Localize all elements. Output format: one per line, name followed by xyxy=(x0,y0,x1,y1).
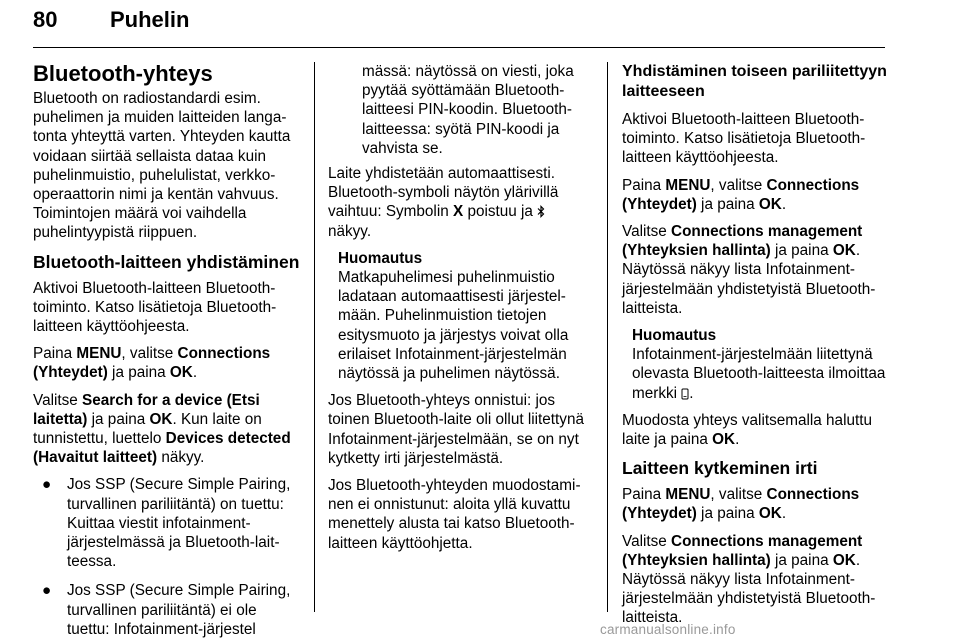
subsection-heading: Bluetooth-laitteen yhdistäminen xyxy=(33,251,300,272)
x-symbol: X xyxy=(453,203,464,221)
column-3 xyxy=(622,62,890,636)
page-number: 80 xyxy=(33,7,58,32)
paragraph: Paina MENU, valitse Connections (Yhteydet) ja paina OK. xyxy=(622,176,860,213)
menu-option: Connections (Yhteydet) xyxy=(622,176,860,213)
menu-option: Connections (Yhteydet) xyxy=(622,486,860,523)
paragraph: Aktivoi Bluetooth-laitteen Bluetooth-toiminto. Katso lisätietoja Bluetooth-laitteen käyttöohjeesta. xyxy=(622,111,866,167)
ok-key: OK xyxy=(169,364,193,382)
menu-option: Connections (Yhteydet) xyxy=(33,345,271,382)
paragraph: Jos Bluetooth-yhteys onnistui: jos toinen Bluetooth-laite oli ollut liitettynä Infotainment-järjestelmään, se on nyt kytketty irti järjestelmästä. xyxy=(328,392,584,467)
bullet-list xyxy=(33,475,301,639)
paragraph: Aktivoi Bluetooth-laitteen Bluetooth-toiminto. Katso lisätietoja Bluetooth-laitteen käyttöohjeesta. xyxy=(33,279,277,336)
column-divider xyxy=(314,62,315,612)
menu-key: MENU xyxy=(76,345,122,363)
paragraph: Paina MENU, valitse Connections (Yhteydet) ja paina OK. xyxy=(33,345,271,382)
ok-key: OK xyxy=(758,195,782,213)
ok-key: OK xyxy=(758,505,782,523)
ok-key: OK xyxy=(149,410,173,428)
menu-option: Devices detected (Havaitut laitteet) xyxy=(33,430,291,467)
paragraph: Valitse Search for a device (Etsi laitetta) ja paina OK. Kun laite on tunnistettu, luettelo Devices detected (Havaitut laitteet) näkyy. xyxy=(33,391,291,467)
intro-paragraph: Bluetooth on radiostandardi esim. puhelimen ja muiden laitteiden langatonta yhteyttä varten. Yhteyden kautta voidaan siirtää sellaista dataa kuin puhelinmuistio, puhelulistat, verkko-operaattorin nimi ja kentän vahvuus. Toimintojen määrä voi vaihdella puhelintyypistä riippuen. xyxy=(33,90,291,242)
column-1 xyxy=(33,62,301,639)
menu-option: Search for a device (Etsi laitetta) xyxy=(33,391,260,428)
section-heading: Yhdistäminen toiseen pariliitettyyn laitteeseen xyxy=(622,63,887,100)
column-divider xyxy=(607,62,608,612)
page-header xyxy=(33,3,885,48)
list-item: ● Jos SSP (Secure Simple Pairing, turvallinen pariliitäntä) on tuettu: Kuittaa viestit infotainment-järjestelmässä ja Bluetooth-laitteessa. xyxy=(42,476,291,571)
note-text: Matkapuhelimesi puhelinmuistio ladataan automaattisesti järjestelmään. Puhelinmuistion tietojen esitysmuoto ja järjestys voivat olla erilaiset Infotainment-järjestelmän näytössä ja puhelimen näytössä. xyxy=(338,269,569,383)
menu-option: Connections management (Yhteyksien hallinta) xyxy=(622,532,863,569)
paragraph: Laite yhdistetään automaattisesti. Bluetooth-symboli näytön ylärivillä vaihtuu: Symbolin X poistuu ja näkyy. xyxy=(328,165,559,240)
note xyxy=(632,326,890,403)
bluetooth-icon xyxy=(537,205,545,218)
ok-key: OK xyxy=(832,551,856,569)
note-title: Huomautus xyxy=(632,327,717,345)
subsection-heading: Laitteen kytkeminen irti xyxy=(622,458,818,479)
note-title: Huomautus xyxy=(338,249,423,267)
note-text: Infotainment-järjestelmään liitettynä olevasta Bluetooth-laitteesta ilmoittaa merkki . xyxy=(632,346,886,402)
bullet-icon: ● xyxy=(42,476,52,494)
list-item-continuation: mässä: näytössä on viesti, joka pyytää syöttämään Bluetooth-laitteesi PIN-koodin. Bluetooth-laitteessa: syötä PIN-koodi ja vahvista se. xyxy=(362,63,574,157)
menu-key: MENU xyxy=(665,176,711,194)
paragraph: Paina MENU, valitse Connections (Yhteydet) ja paina OK. xyxy=(622,486,860,523)
note xyxy=(338,249,594,383)
paragraph: Jos Bluetooth-yhteyden muodostaminen ei onnistunut: aloita yllä kuvattu menettely alusta tai katso Bluetooth-laitteen käyttöohjetta. xyxy=(328,477,581,552)
paragraph: Valitse Connections management (Yhteyksien hallinta) ja paina OK. Näytössä näkyy lista Infotainment-järjestelmään yhdistetyistä Bluetooth-laitteista. xyxy=(622,532,876,627)
ok-key: OK xyxy=(712,431,736,449)
page-title: Puhelin xyxy=(110,7,190,32)
paragraph: Muodosta yhteys valitsemalla haluttu laite ja paina OK. xyxy=(622,411,872,449)
section-heading: Bluetooth-yhteys xyxy=(33,61,213,86)
paragraph: Valitse Connections management (Yhteyksien hallinta) ja paina OK. Näytössä näkyy lista Infotainment-järjestelmään yhdistetyistä Bluetooth-laitteista. xyxy=(622,223,876,317)
watermark: carmanualsonline.info xyxy=(600,622,736,637)
bullet-icon: ● xyxy=(42,582,52,600)
menu-key: MENU xyxy=(665,486,711,504)
column-2 xyxy=(328,62,594,561)
menu-option: Connections management (Yhteyksien hallinta) xyxy=(622,223,863,260)
list-item: ● Jos SSP (Secure Simple Pairing, turvallinen pariliitäntä) ei ole tuettu: Infotainment-järjestel xyxy=(42,582,291,638)
ok-key: OK xyxy=(832,242,856,260)
